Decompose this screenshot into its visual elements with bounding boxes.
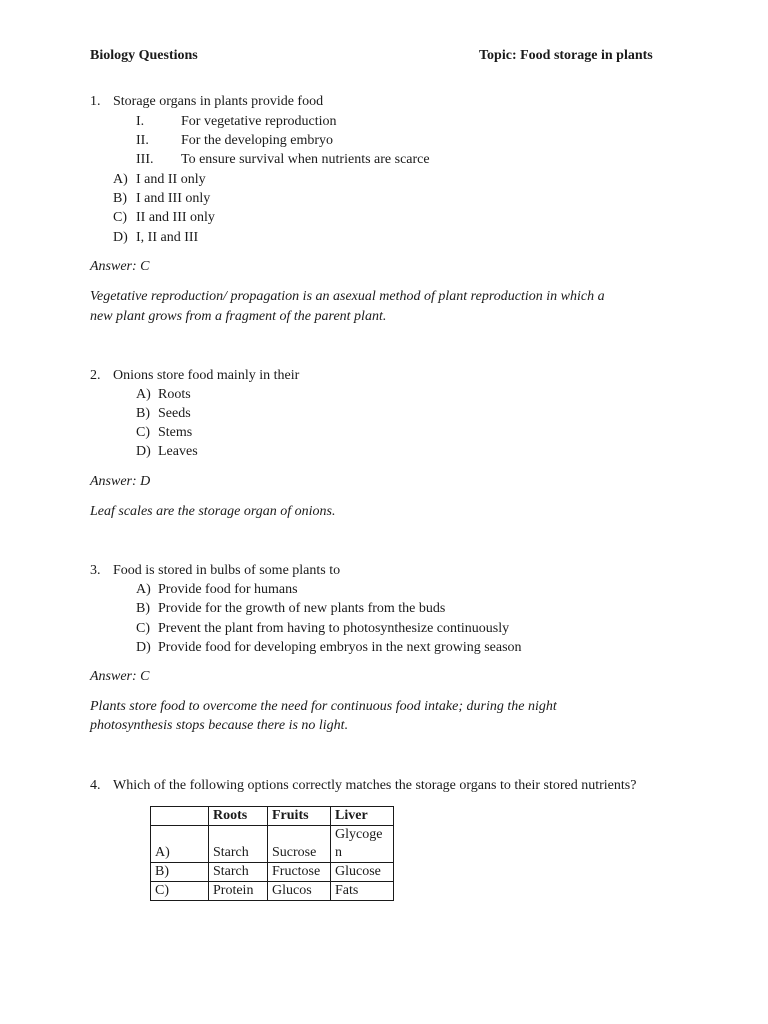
table-header-cell: Fruits	[268, 807, 331, 826]
q1-option-text: I and III only	[136, 191, 211, 206]
q3-option-text: Provide food for developing embryos in the next growing season	[158, 640, 522, 655]
table-row	[151, 863, 394, 882]
q3-explanation-line: photosynthesis stops because there is no light.	[90, 718, 349, 733]
q3-option-text: Prevent the plant from having to photosynthesize continuously	[158, 621, 510, 636]
q2-explanation-line: Leaf scales are the storage organ of onions.	[90, 504, 336, 519]
table-cell: Protein	[209, 882, 268, 901]
q2-option-letter: B)	[136, 406, 150, 421]
table-header-cell: Liver	[331, 807, 394, 826]
q1-statement-number: II.	[136, 133, 149, 148]
table-header-cell: Roots	[209, 807, 268, 826]
q1-option-text: I, II and III	[136, 230, 199, 245]
q1-explanation-line: new plant grows from a fragment of the parent plant.	[90, 309, 387, 324]
q3-option-letter: D)	[136, 640, 151, 655]
q2-option-text: Roots	[158, 387, 191, 402]
q2-answer: Answer: D	[90, 474, 151, 489]
q4-match-table	[150, 806, 394, 901]
q1-option-letter: C)	[113, 210, 127, 225]
q1-explanation-line: Vegetative reproduction/ propagation is an asexual method of plant reproduction in which a	[90, 289, 605, 304]
table-cell: Fats	[331, 882, 394, 901]
table-cell: Starch	[209, 826, 268, 863]
q1-statement-number: III.	[136, 152, 154, 167]
q1-option-letter: B)	[113, 191, 127, 206]
q2-stem: Onions store food mainly in their	[113, 368, 300, 383]
table-cell: Glucos	[268, 882, 331, 901]
q1-statement-text: To ensure survival when nutrients are scarce	[181, 152, 430, 167]
q3-number: 3.	[90, 563, 101, 578]
q2-option-text: Leaves	[158, 444, 198, 459]
q1-statement-text: For the developing embryo	[181, 133, 334, 148]
q3-explanation-line: Plants store food to overcome the need for continuous food intake; during the night	[90, 699, 557, 714]
q3-option-text: Provide food for humans	[158, 582, 298, 597]
table-row	[151, 882, 394, 901]
table-cell: Sucrose	[268, 826, 331, 863]
q2-option-letter: D)	[136, 444, 151, 459]
q3-option-letter: C)	[136, 621, 150, 636]
q3-option-letter: B)	[136, 601, 150, 616]
q1-stem: Storage organs in plants provide food	[113, 94, 324, 109]
table-header-cell	[151, 807, 209, 826]
q2-option-letter: C)	[136, 425, 150, 440]
q2-option-text: Stems	[158, 425, 193, 440]
q1-option-text: I and II only	[136, 172, 206, 187]
q1-statement-number: I.	[136, 114, 145, 129]
table-row	[151, 826, 394, 863]
q1-answer: Answer: C	[90, 259, 150, 274]
q3-stem: Food is stored in bulbs of some plants to	[113, 563, 341, 578]
q2-option-letter: A)	[136, 387, 151, 402]
q4-stem: Which of the following options correctly matches the storage organs to their stored nutrients?	[113, 778, 637, 793]
q3-option-letter: A)	[136, 582, 151, 597]
q1-statement-text: For vegetative reproduction	[181, 114, 337, 129]
q1-option-text: II and III only	[136, 210, 215, 225]
q1-number: 1.	[90, 94, 101, 109]
table-cell: Fructose	[268, 863, 331, 882]
table-header-row	[151, 807, 394, 826]
table-cell: Glucose	[331, 863, 394, 882]
q4-number: 4.	[90, 778, 101, 793]
q3-answer: Answer: C	[90, 669, 150, 684]
table-cell: C)	[151, 882, 209, 901]
table-cell: A)	[151, 826, 209, 863]
q2-option-text: Seeds	[158, 406, 191, 421]
table-cell: Glycogen	[331, 826, 394, 863]
topic-heading: Topic: Food storage in plants	[479, 48, 653, 63]
q1-option-letter: A)	[113, 172, 128, 187]
table-cell: B)	[151, 863, 209, 882]
q2-number: 2.	[90, 368, 101, 383]
table-cell: Starch	[209, 863, 268, 882]
q3-option-text: Provide for the growth of new plants from the buds	[158, 601, 446, 616]
document-title: Biology Questions	[90, 48, 198, 63]
q1-option-letter: D)	[113, 230, 128, 245]
